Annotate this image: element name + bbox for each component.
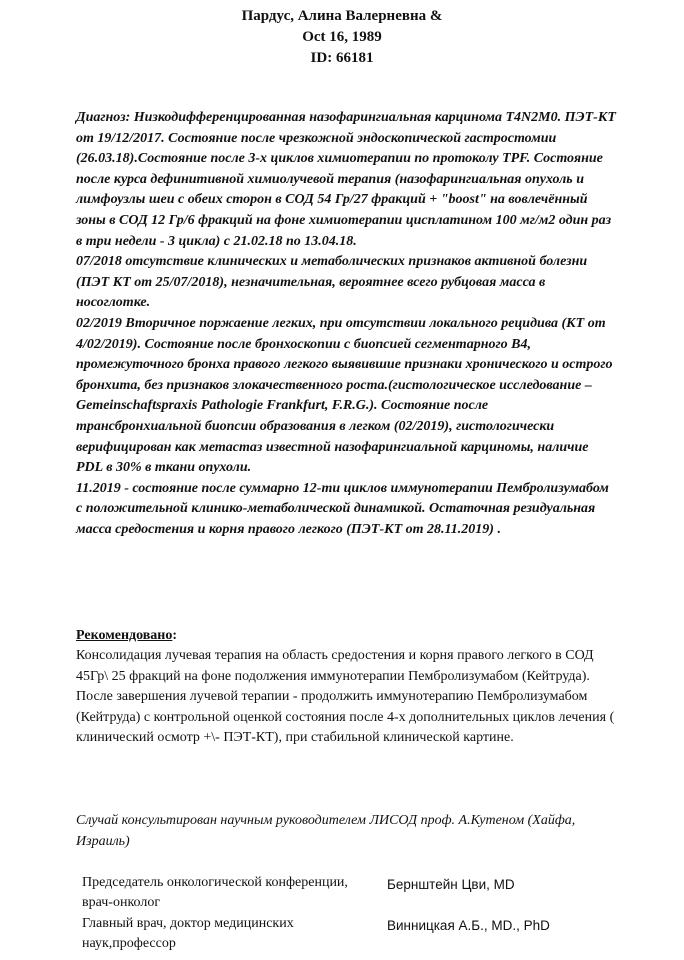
recommendation-paragraph: Консолидация лучевая терапия на область средостения и корня правого легкого в СОД 45Гр\ 25 фракций на фоне подолжения иммунотерапии Пембролизумабом (Кейтруда). — [76, 648, 594, 684]
patient-name: Пардус, Алина Валерневна & — [241, 8, 443, 24]
patient-header — [0, 6, 684, 69]
diagnosis-paragraph: Диагноз: Низкодифференцированная назофарингиальная карцинома T4N2M0. ПЭТ-КТ от 19/12/2017. Состояние после чрезкожной эндоскопической гастростомии (26.03.18).Состояние после 3-х циклов химиотерапии по протоколу TPF. Состояние после курса дефинитивной химиолучевой терапия (назофарингиальная опухоль и лимфоузлы шеи с обеих сторон в СОД 54 Гр/27 фракций + "boost" на вовлечённый зоны в СОД 12 Гр/6 фракций на фоне химиотерапии цисплатином 100 мг/м2 один раз в три недели - 3 цикла) с 21.02.18 по 13.04.18. — [76, 110, 616, 249]
signature-role: Главный врач, доктор медицинских наук,профессор — [82, 916, 294, 951]
signature-name: Винницкая А.Б., MD., PhD — [387, 918, 550, 933]
diagnosis-paragraph: 07/2018 отсутствие клинических и метаболических признаков активной болезни (ПЭТ КТ от 25/07/2018), незначительная, вероятнее всего рубцовая масса в носоглотке. — [76, 254, 588, 311]
consultation-note: Случай консультирован научным руководителем ЛИСОД проф. А.Кутеном (Хайфа, Израиль) — [76, 813, 576, 849]
diagnosis-paragraph: 02/2019 Вторичное поржаение легких, при отсутствии локального рецидива (КТ от 4/02/2019). Состояние после бронхоскопии с биопсией сегментарного B4, промежуточного бронха правого легкого выявившие признаки хронического и острого бронхита, без признаков злокачественного роста.(гистологическое исследование – Gemeinschaftspraxis Pathologie Frankfurt, F.R.G.). Состояние после трансбронхиальной биопсии образования в легком (02/2019), гистологически верифицирован как метастаз известной назофарингиальной карциномы, наличие PDL в 30% в ткани опухоли. — [76, 315, 613, 476]
signature-role: Председатель онкологической конференции, врач-онколог — [82, 875, 348, 910]
recommendations-colon: : — [172, 628, 178, 643]
patient-id: ID: 66181 — [310, 50, 374, 66]
diagnosis-section — [76, 108, 616, 540]
recommendation-paragraph: После завершения лучевой терапии - продолжить иммунотерапию Пембролизумабом (Кейтруда) с контрольной оценкой состояния после 4-х дополнительных циклов лечения ( клинический осмотр +\- ПЭТ-КТ), при стабильной клинической картине. — [76, 689, 615, 746]
recommendations-title: Рекомендовано — [76, 628, 173, 643]
recommendations-section — [76, 626, 616, 748]
signature-name: Бернштейн Цви, MD — [387, 877, 515, 892]
recommendations-heading — [76, 626, 616, 646]
diagnosis-paragraph: 11.2019 - состояние после суммарно 12-ти циклов иммунотерапии Пембролизумабом с положительной клинико-метаболической динамикой. Остаточная резидуальная масса средостения и корня правого легкого (ПЭТ-КТ от 28.11.2019) . — [76, 480, 609, 537]
patient-birthdate: Oct 16, 1989 — [302, 29, 382, 45]
